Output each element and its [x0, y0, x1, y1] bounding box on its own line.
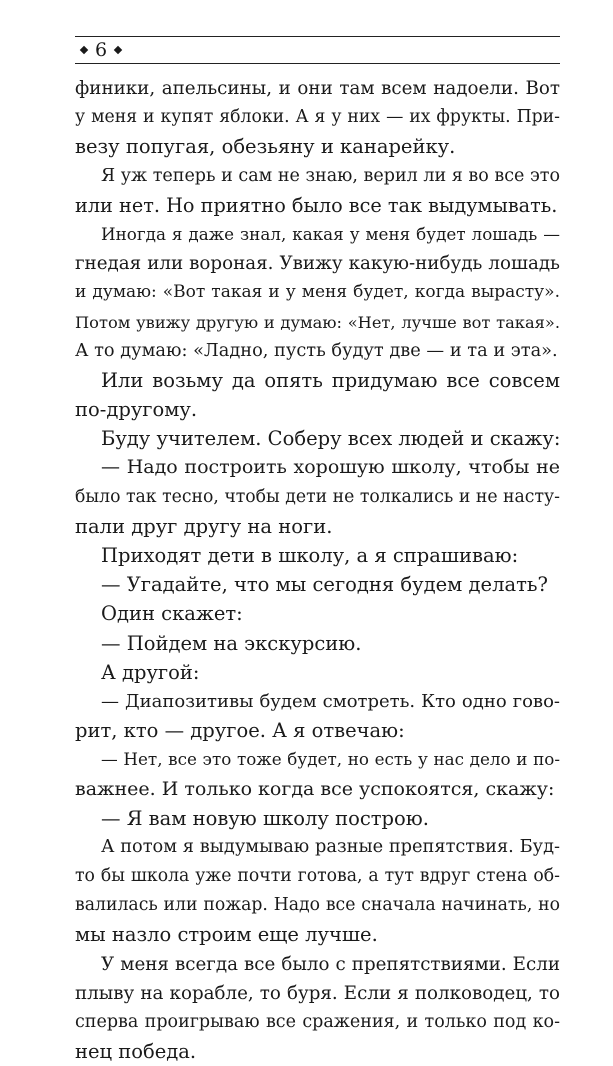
page-folio [81, 39, 121, 61]
text-line: — Диапозитивы будем смотреть. Кто одно гово- [101, 690, 560, 712]
text-line: А потом я выдумываю разные препятствия. Буд- [101, 836, 560, 857]
text-line: пали друг другу на ноги. [75, 514, 333, 538]
text-line: Один скажет: [101, 602, 243, 626]
text-line: А другой: [101, 660, 200, 684]
text-line: или нет. Но приятно было все так выдумывать. [75, 193, 558, 217]
text-line: Иногда я даже знал, какая у меня будет лошадь — [101, 223, 560, 244]
text-line: — Угадайте, что мы сегодня будем делать? [101, 573, 548, 597]
body-text [75, 74, 560, 1066]
text-line: Я уж теперь и сам не знаю, верил ли я во все это [101, 165, 560, 186]
text-line: Приходят дети в школу, а я спрашиваю: [101, 544, 519, 567]
text-line: по-другому. [75, 398, 198, 422]
text-line: мы назло строим еще лучше. [75, 923, 378, 947]
text-line: финики, апельсины, и они там всем надоели. Вот [75, 78, 560, 99]
text-line: — Надо построить хорошую школу, чтобы не [101, 456, 560, 479]
running-header [75, 36, 560, 64]
text-line: было так тесно, чтобы дети не толкались и не насту- [75, 486, 560, 507]
text-line: гнедая или вороная. Увижу какую-нибудь лошадь [75, 253, 560, 275]
text-line: рит, кто — другое. А я отвечаю: [75, 719, 405, 743]
text-line: нец победа. [75, 1040, 197, 1064]
text-line: и думаю: «Вот такая и у меня будет, когда вырасту». [75, 282, 560, 303]
text-line: везу попугая, обезьяну и канарейку. [75, 135, 456, 159]
text-line: Потом увижу другую и думаю: «Нет, лучше вот такая». [75, 312, 560, 332]
text-line: валилась или пожар. Надо все сначала начинать, но [75, 895, 560, 916]
text-line: у меня и купят яблоки. А я у них — их фрукты. При- [75, 107, 560, 128]
text-line: то бы школа уже почти готова, а тут вдруг стена об- [75, 866, 560, 887]
text-line: — Нет, все это тоже будет, но есть у нас дело и по- [101, 749, 560, 770]
book-page [75, 0, 560, 1064]
text-line: А то думаю: «Ладно, пусть будут две — и та и эта». [75, 340, 558, 361]
text-line: У меня всегда все было с препятствиями. Если [101, 953, 560, 975]
text-line: важнее. И только когда все успокоятся, скажу: [75, 777, 555, 800]
page-number: 6 [95, 39, 108, 61]
text-line: — Пойдем на экскурсию. [101, 631, 362, 655]
text-line: Буду учителем. Соберу всех людей и скажу: [101, 427, 560, 451]
bullet-right-icon [114, 46, 122, 54]
text-line: плыву на корабле, то буря. Если я полководец, то [75, 982, 560, 1004]
bullet-left-icon [80, 46, 88, 54]
text-line: сперва проигрываю все сражения, и только под ко- [75, 1012, 560, 1032]
text-line: Или возьму да опять придумаю все совсем [101, 368, 560, 392]
text-line: — Я вам новую школу построю. [101, 806, 429, 830]
